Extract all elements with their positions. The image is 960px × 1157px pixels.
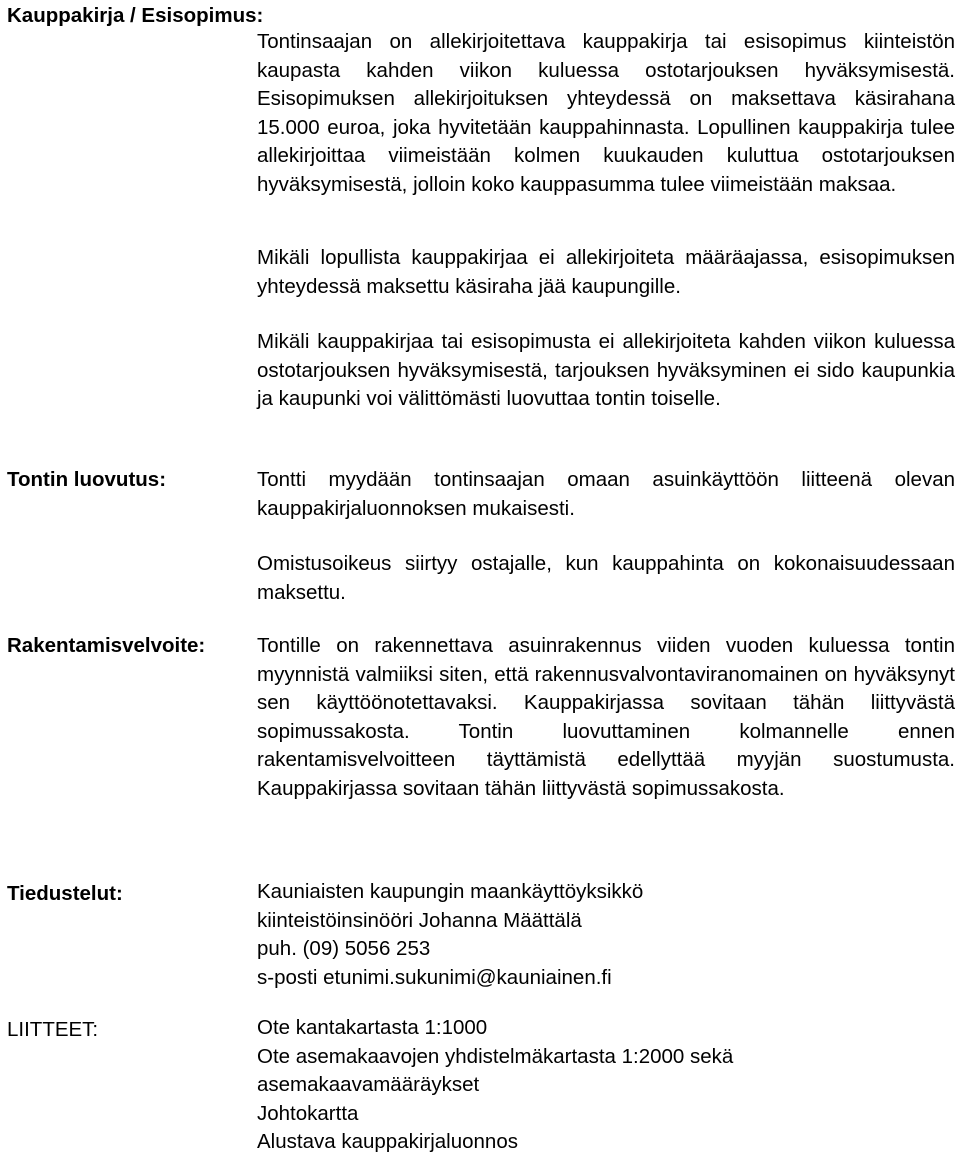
contact-block: [257, 878, 955, 992]
section-body-kauppakirja-3: [257, 328, 955, 414]
attachment-item: Ote kantakartasta 1:1000: [257, 1016, 488, 1039]
paragraph: Omistusoikeus siirtyy ostajalle, kun kauppahinta on kokonaisuudessaan maksettu.: [257, 552, 955, 604]
attachments-list: [257, 1014, 955, 1157]
contact-line-office: Kauniaisten kaupungin maankäyttöyksikkö: [257, 880, 644, 903]
paragraph: Mikäli lopullista kauppakirjaa ei allekirjoiteta määräajassa, esisopimuksen yhteydessä maksettu käsiraha jää kaupungille.: [257, 246, 955, 298]
attachment-item: asemakaavamääräykset: [257, 1073, 480, 1096]
contact-line-phone: puh. (09) 5056 253: [257, 937, 431, 960]
attachment-item: Ote asemakaavojen yhdistelmäkartasta 1:2000 sekä: [257, 1044, 734, 1068]
section-heading-tiedustelut: Tiedustelut:: [7, 882, 123, 905]
section-heading-liitteet: LIITTEET:: [7, 1018, 99, 1041]
section-body-luovutus: [257, 466, 955, 523]
section-heading-kauppakirja: Kauppakirja / Esisopimus:: [7, 4, 264, 27]
paragraph: Tontinsaajan on allekirjoitettava kauppakirja tai esisopimus kiinteistön kaupasta kahden viikon kuluessa ostotarjouksen hyväksymisestä. Esisopimuksen allekirjoituksen yhteydessä on maksettava käsirahana 15.000 euroa, joka hyvitetään kauppahinnasta. Lopullinen kauppakirja tulee allekirjoittaa viimeistään kolmen kuukauden kuluttua ostotarjouksen hyväksymisestä, jolloin koko kauppasumma tulee viimeistään maksaa.: [257, 30, 955, 196]
paragraph: Tontille on rakennettava asuinrakennus viiden vuoden kuluessa tontin myynnistä valmiiksi siten, että rakennusvalvontaviranomainen on hyväksynyt sen käyttöönotettavaksi. Kauppakirjassa sovitaan tähän liittyvästä sopimussakosta. Tontin luovuttaminen kolmannelle ennen rakentamisvelvoitteen täyttämistä edellyttää myyjän suostumusta. Kauppakirjassa sovitaan tähän liittyvästä sopimussakosta.: [257, 634, 955, 800]
contact-line-name: kiinteistöinsinööri Johanna Määttälä: [257, 908, 582, 932]
section-heading-luovutus: Tontin luovutus:: [7, 468, 167, 491]
section-body-kauppakirja: [257, 28, 955, 199]
section-body-kauppakirja-2: [257, 244, 955, 301]
section-body-luovutus-2: [257, 550, 955, 607]
section-body-rakentamisvelvoite: [257, 632, 955, 803]
section-heading-rakentamisvelvoite: Rakentamisvelvoite:: [7, 634, 206, 657]
paragraph: Tontti myydään tontinsaajan omaan asuinkäyttöön liitteenä olevan kauppakirjaluonnoksen mukaisesti.: [257, 468, 955, 520]
attachment-item: Alustava kauppakirjaluonnos: [257, 1130, 518, 1153]
attachment-item: Johtokartta: [257, 1101, 359, 1125]
contact-line-email: s-posti etunimi.sukunimi@kauniainen.fi: [257, 965, 612, 989]
paragraph: Mikäli kauppakirjaa tai esisopimusta ei allekirjoiteta kahden viikon kuluessa ostotarjouksen hyväksymisestä, tarjouksen hyväksyminen ei sido kaupunkia ja kaupunki voi välittömästi luovuttaa tontin toiselle.: [257, 330, 955, 410]
